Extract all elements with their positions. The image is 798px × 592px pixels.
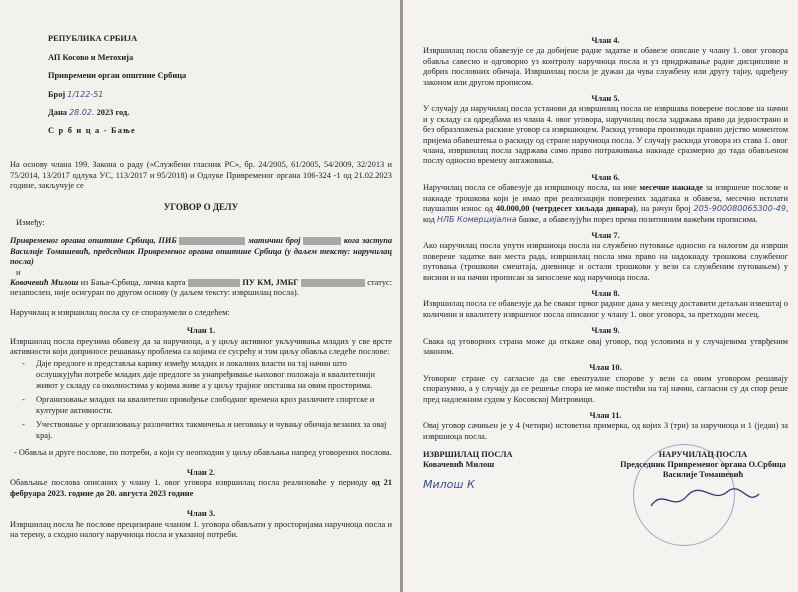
between-label: Између: bbox=[16, 217, 45, 227]
article-8-title: Члан 8. bbox=[591, 288, 620, 298]
client-signature bbox=[603, 450, 798, 514]
article-6-title: Члан 6. bbox=[591, 172, 620, 182]
header-place: С р б и ц а - Бање bbox=[48, 126, 136, 136]
contractor-signature bbox=[423, 450, 513, 491]
redacted-pib bbox=[179, 237, 245, 245]
handwritten-number: 1/122-51 bbox=[67, 89, 104, 99]
and-label: и bbox=[16, 267, 21, 277]
article-5-text: У случају да наручилац посла установи да извршилац посла не извршава поверене послове на начин и у складу са одредбама из члана 4. овог уговора, наручилац посла задржава право да једнострано и без образложења раскине уговор са извршиоцем. Раскид уговора производи правно дејство моментом пријема обавештења о раскиду од стране наручиоца посла. У случају раскида уговора из става 1. овог члана, извршилац посла задржава само право потраживања накнаде сразмерно до тада обављеном послу односно времену ангажовања. bbox=[423, 104, 788, 166]
client-role: Председник Привременог органа О.Србица bbox=[620, 460, 786, 470]
article-8-text: Извршилац посла се обавезује да ће сваког првог радног дана у месецу доставити детаљан извештај о количини и квалитету извршеног посла описаног у члану 1. овог уговора, за претходни месец. bbox=[423, 299, 788, 319]
article-4-title: Члан 4. bbox=[591, 36, 620, 45]
party-one: Привременог органа општине Србица, ПИБ матични број кога заступа Василије Томашевић, председник Привременог органа општине Србица (у даљем тексту: наручилац посла) bbox=[10, 236, 393, 267]
article-6-text: Наручилац посла се обавезује да извршиоцу посла, на име месечне накнаде за извршене послове и накнаде трошкова који је имао при реализацији поверених задатака и обавеза, месечно исплати паушални износ од 40.000,00 (четрдесет хиљада динара), на рачун број 205-900080065300-49, код НЛБ Комерцијална банке, а обавезујући порез према позитивним важећим прописима. bbox=[423, 183, 789, 224]
article-7-text: Ако наручилац посла упути извршиоца посла на службено путовање односно га налогом да изврши поверене задатке ван места рада, извршилац посла има право на надокнаду трошкова службеног путовања (трошкови смештаја, дневнице и остали трошкови у вези са службеним путовањем) у висини и на начин прописан за запослене код наручиоца посла. bbox=[423, 241, 788, 282]
header-country: РЕПУБЛИКА СРБИЈА bbox=[48, 34, 138, 44]
preamble: На основу члана 199. Закона о раду («Службени гласник РС», бр. 24/2005, 61/2005, 54/2009, 32/2013 и 75/2014, 13/2017 одлука УС, 113/2017 и 95/2018) и Одлуке Привременог органа 106-324 -1 од 21.02.2023 године, закључује се bbox=[10, 160, 392, 191]
party-two: Ковачевић Милош из Бања-Србица, лична карта ПУ КМ, ЈМБГ статус: незапослен, није осигуран по другом основу (у даљем тексту: извршилац посла). bbox=[10, 278, 393, 298]
article-11-text: Овај уговор сачињен је у 4 (четири) истоветна примерка, од којих 3 (три) за наручиоца и 1 (један) за извршиоца посла. bbox=[423, 421, 788, 441]
client-title: НАРУЧИЛАЦ ПОСЛА bbox=[658, 450, 748, 460]
article-3-title: Члан 3. bbox=[186, 509, 216, 519]
article-2-title: Члан 2. bbox=[186, 468, 216, 477]
header-number: Број 1/122-51 bbox=[48, 89, 104, 99]
redacted-mb bbox=[303, 237, 341, 245]
contractor-handwritten-signature: Милош К bbox=[423, 478, 475, 492]
list-item: - Организовање младих на квалитетно провођење слободног времена кроз различите спортске и културне активности. bbox=[36, 395, 392, 416]
client-handwritten-signature bbox=[643, 484, 763, 514]
contractor-title: ИЗВРШИЛАЦ ПОСЛА bbox=[423, 450, 513, 460]
agreement-statement: Наручилац и извршилац посла су се споразумели о следећем: bbox=[10, 307, 230, 317]
article-3-text: Извршилац посла ће послове прецизиране чланом 1. уговора обављати у просторијама наручиоца посла и на терену, а сходно налогу наручиоца посла и указаној потреби. bbox=[10, 519, 392, 540]
redacted-jmbg bbox=[301, 279, 365, 287]
letterhead bbox=[24, 34, 392, 136]
handwritten-account: 205-900080065300-49 bbox=[693, 204, 786, 214]
article-7-title: Члан 7. bbox=[591, 230, 620, 240]
header-date: Дана 28.02. 2023 год. bbox=[48, 107, 130, 117]
contractor-name: Ковачевић Милош bbox=[423, 460, 495, 470]
list-item: - Учествовање у организовању различитих такмичења и неговању и чувању обичаја везаних за овај крај. bbox=[36, 420, 392, 441]
list-item: - Даје предлоге и представља карику између младих и локалних власти на тај начин што ослушкујући потребе младих даје предлоге за унапређивање њиховог положаја и квалитетнији живот у складу са околностима у којима живе а у циљу трајног опстанка на овим просторима. bbox=[36, 359, 392, 391]
article-5-title: Члан 5. bbox=[591, 94, 620, 104]
handwritten-date: 28.02. bbox=[69, 107, 95, 117]
article-9-title: Члан 9. bbox=[591, 326, 620, 336]
article-1-extra: - Обавља и друге послове, по потреби, а који су неопходни у циљу обављања напред уговорених послова. bbox=[14, 447, 392, 457]
signature-block bbox=[423, 450, 788, 520]
right-page bbox=[403, 0, 798, 592]
client-name: Василије Томашевић bbox=[662, 470, 744, 480]
header-organ: Привремени орган општине Србица bbox=[48, 71, 187, 81]
article-9-text: Свака од уговорних страна може да откаже овај уговор, под условима и у случајевима утврђеним законом. bbox=[423, 336, 788, 356]
article-2-text: Обављање послова описаних у члану 1. овог уговора извршилац посла реализоваће у периоду од 21 фебруара 2023. године до 20. августа 2023 године bbox=[10, 478, 393, 498]
article-10-text: Уговорне стране су сагласне да све евентуалне спорове у вези са овим уговором решавају споразумно, а у случају да се решење спора не може постићи на тај начин, сагласни су да спор реше пред надлежним судом у Косовској Митровици. bbox=[423, 373, 788, 404]
article-1-list bbox=[10, 359, 392, 441]
article-1-title: Члан 1. bbox=[186, 326, 216, 336]
article-10-title: Члан 10. bbox=[589, 363, 622, 373]
article-4-text: Извршилац посла обавезује се да добијене радне задатке и обавезе описане у члану 1. овог уговора обавља савесно и одговорно уз контролу наручиоца посла и уз придржавање радне дисциплине и добрих пословних обичаја. Извршилац посла је дужан да чува службену или другу тајну, одређену законом или другом прописом. bbox=[423, 46, 788, 87]
article-11-title: Члан 11. bbox=[589, 411, 622, 420]
header-province: АП Косово и Метохија bbox=[48, 52, 134, 62]
contract-title: УГОВОР О ДЕЛУ bbox=[163, 201, 239, 212]
handwritten-bank: НЛБ Комерцијална bbox=[436, 214, 517, 224]
redacted-id-card bbox=[188, 279, 240, 287]
article-1-text: Извршилац посла преузима обавезу да за наручиоца, а у циљу активног укључивања младих у све врсте активности који доприносе решавању проблема са којима се сусрећу и том циљу обавља следеће послове: bbox=[10, 336, 392, 357]
